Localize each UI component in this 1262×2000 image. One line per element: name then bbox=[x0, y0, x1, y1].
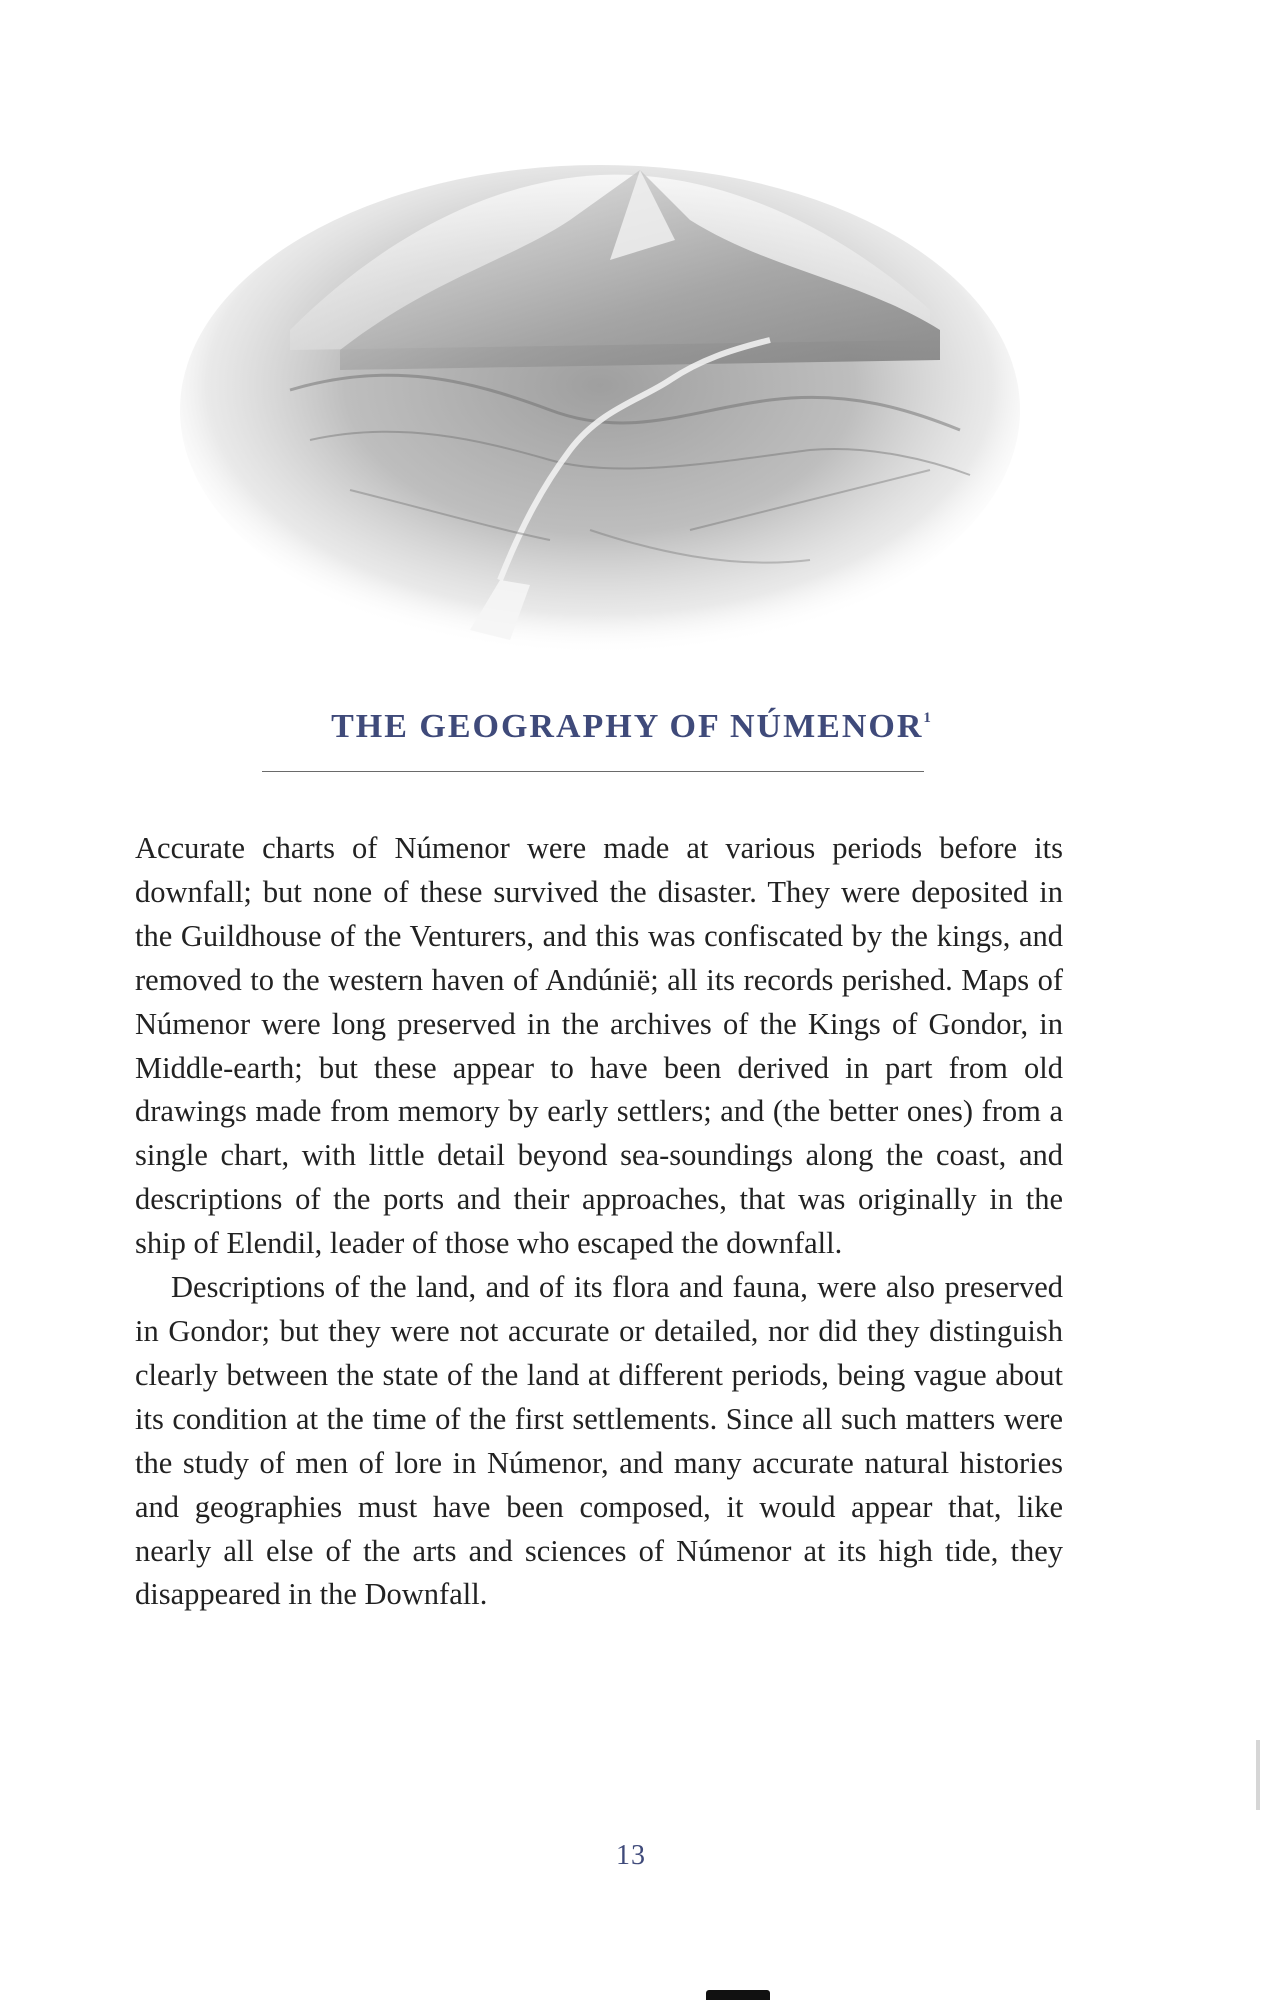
footnote-marker[interactable]: 1 bbox=[923, 710, 931, 726]
body-text bbox=[135, 827, 1063, 1617]
mountain-landscape-illustration bbox=[170, 110, 1030, 670]
chapter-title bbox=[0, 708, 1262, 746]
paragraph-1: Accurate charts of Númenor were made at various periods before its downfall; but none of these survived the disaster. They were deposited in the Guildhouse of the Venturers, and this was confiscated by the kings, and removed to the western haven of Andúnië; all its records perished. Maps of Númenor were long preserved in the archives of the Kings of Gondor, in Middle-earth; but these appear to have been derived in part from old drawings made from memory by early settlers; and (the better ones) from a single chart, with little detail beyond sea-soundings along the coast, and descriptions of the ports and their approaches, that was originally in the ship of Elendil, leader of those who escaped the downfall. bbox=[135, 831, 1063, 1261]
page-number: 13 bbox=[616, 1840, 646, 1871]
chapter-title-text: THE GEOGRAPHY OF NÚMENOR bbox=[331, 708, 924, 745]
paragraph-2: Descriptions of the land, and of its flora and fauna, were also preserved in Gondor; but they were not accurate or detailed, nor did they distinguish clearly between the state of the land at different periods, being vague about its condition at the time of the first settlements. Since all such matters were the study of men of lore in Númenor, and many accurate natural histories and geographies must have been composed, it would appear that, like nearly all else of the arts and sciences of Númenor at its high tide, they disappeared in the Downfall. bbox=[135, 1270, 1063, 1612]
scan-bottom-tab bbox=[706, 1990, 770, 2000]
scan-edge-mark bbox=[1256, 1740, 1260, 1810]
title-underline-rule bbox=[262, 771, 924, 772]
